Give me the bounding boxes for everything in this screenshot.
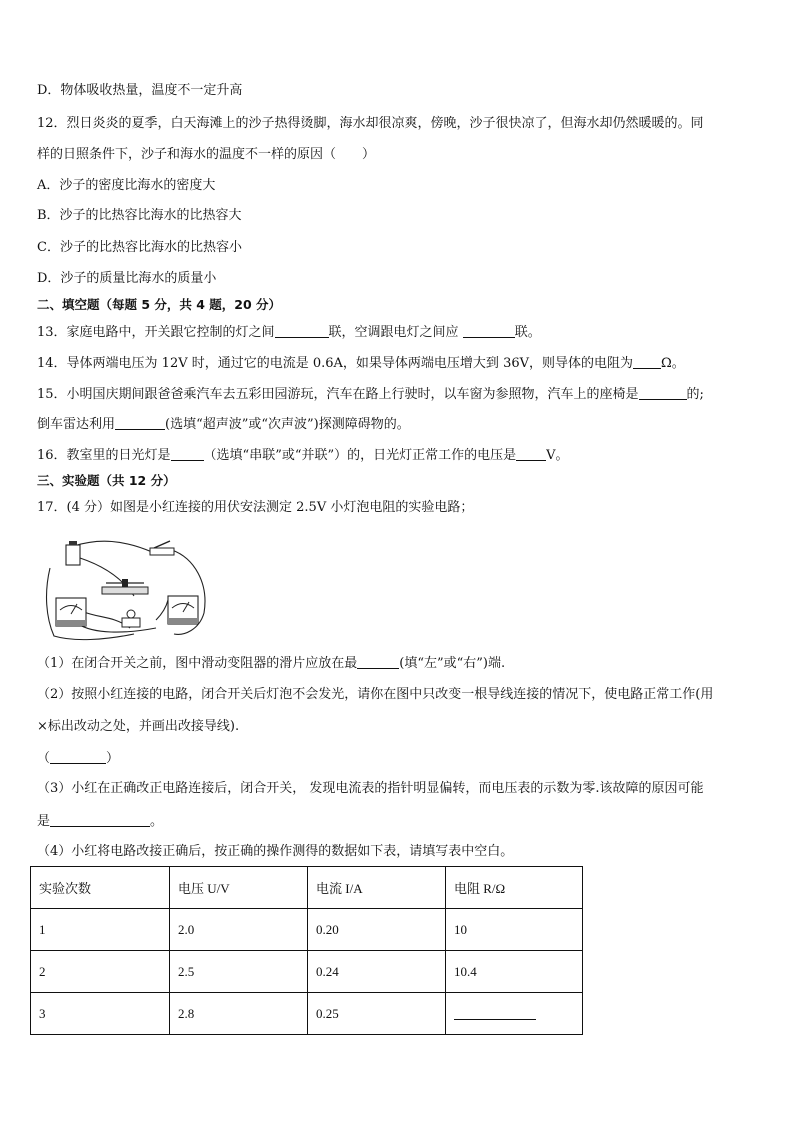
rheostat-icon: [102, 579, 148, 594]
table-header-row: [31, 867, 583, 909]
switch-icon: [150, 541, 174, 555]
circuit-diagram: [44, 538, 214, 643]
q15-line1: [37, 385, 704, 404]
table-cell: 10.4: [446, 951, 583, 993]
table-header-cell: 实验次数: [31, 867, 170, 909]
q16-blank-2[interactable]: [516, 446, 546, 461]
q17-part4: （4）小红将电路改接正确后，按正确的操作测得的数据如下表，请填写表中空白。: [37, 844, 514, 859]
q13-text-a: 13．家庭电路中，开关跟它控制的灯之间: [37, 325, 275, 340]
q14-text-a: 14．导体两端电压为 12V 时，通过它的电流是 0.6A，如果导体两端电压增大到 36V，则导体的电阻为: [37, 356, 633, 371]
table-cell: 10: [446, 909, 583, 951]
ammeter-icon: [56, 598, 86, 626]
table-cell: 0.25: [308, 993, 446, 1035]
voltmeter-icon: [168, 596, 198, 624]
q12-option-b: B．沙子的比热容比海水的比热容大: [37, 208, 242, 223]
q16-blank-1[interactable]: [171, 446, 204, 461]
q17-part2-close-paren: ）: [106, 751, 120, 766]
q12-option-c: C．沙子的比热容比海水的比热容小: [37, 240, 242, 255]
section2-heading: 二、填空题（每题 5 分，共 4 题，20 分）: [37, 297, 282, 312]
q15-blank-1[interactable]: [639, 385, 687, 400]
table-answer-blank[interactable]: [454, 1005, 536, 1020]
table-header-cell: 电压 U/V: [170, 867, 308, 909]
table-cell: 3: [31, 993, 170, 1035]
table-header-cell: 电流 I/A: [308, 867, 446, 909]
q17-part3-text-a: 是: [37, 814, 51, 829]
table-cell: 1: [31, 909, 170, 951]
q17-part3-line1: （3）小红在正确改正电路连接后，闭合开关， 发现电流表的指针明显偏转，而电压表的示数为零.该故障的原因可能: [37, 781, 704, 796]
q17-part1-blank[interactable]: [357, 654, 399, 669]
q17-part1: [37, 654, 505, 673]
data-table: [30, 866, 583, 1035]
q14-blank[interactable]: [633, 354, 661, 369]
table-cell: 2: [31, 951, 170, 993]
q16-text-a: 16．教室里的日光灯是: [37, 448, 171, 463]
q14-text-b: Ω。: [661, 356, 685, 371]
q17-part2-line2: ×标出改动之处，并画出改接导线).: [37, 719, 240, 734]
q16-text-b: （选填“串联”或“并联”）的，日光灯正常工作的电压是: [203, 448, 517, 463]
q12-option-a: A．沙子的密度比海水的密度大: [37, 178, 216, 193]
q15-text-d: (选填“超声波”或“次声波”)探测障碍物的。: [165, 417, 410, 432]
q15-text-c: 倒车雷达利用: [37, 417, 116, 432]
q17-part3-line2: [37, 812, 163, 831]
q13-blank-1[interactable]: [275, 323, 329, 338]
q13-blank-2[interactable]: [463, 323, 515, 338]
q15-blank-2[interactable]: [115, 415, 165, 430]
q15-text-b: 的;: [686, 387, 704, 402]
q17-part2-answer: [37, 749, 119, 768]
q14: [37, 354, 685, 373]
q13-text-b: 联，空调跟电灯之间应: [328, 325, 463, 340]
q15-text-a: 15．小明国庆期间跟爸爸乘汽车去五彩田园游玩，汽车在路上行驶时，以车窗为参照物，汽车上的座椅是: [37, 387, 639, 402]
q16: [37, 446, 569, 465]
q13: [37, 323, 541, 342]
table-cell: 0.24: [308, 951, 446, 993]
table-row: [31, 909, 583, 951]
q17-part2-open-paren: （: [37, 751, 51, 766]
q17-part1-text-b: (填“左”或“右”)端.: [399, 656, 506, 671]
table-cell: 2.0: [170, 909, 308, 951]
table-cell: 2.5: [170, 951, 308, 993]
table-row: [31, 993, 583, 1035]
bulb-icon: [122, 610, 140, 627]
q16-text-c: V。: [546, 448, 569, 463]
q17-part3-blank[interactable]: [50, 812, 150, 827]
q17-part2-line1: （2）按照小红连接的电路，闭合开关后灯泡不会发光，请你在图中只改变一根导线连接的情况下，使电路正常工作(用: [37, 687, 714, 702]
q17-intro: 17．(4 分）如图是小红连接的用伏安法测定 2.5V 小灯泡电阻的实验电路；: [37, 500, 474, 515]
table-row: [31, 951, 583, 993]
table-cell: 0.20: [308, 909, 446, 951]
q15-line2: [37, 415, 410, 434]
q13-text-c: 联。: [514, 325, 541, 340]
table-cell: 2.8: [170, 993, 308, 1035]
table-header-cell: 电阻 R/Ω: [446, 867, 583, 909]
battery-icon: [66, 541, 80, 565]
q12-stem-line1: 12．烈日炎炎的夏季，白天海滩上的沙子热得烫脚，海水却很凉爽，傍晚，沙子很快凉了，但海水却仍然暖暖的。同: [37, 116, 704, 131]
q17-part2-blank[interactable]: [50, 749, 106, 764]
table-cell-answer[interactable]: [446, 993, 583, 1035]
q17-part1-text-a: （1）在闭合开关之前，图中滑动变阻器的滑片应放在最: [37, 656, 358, 671]
q12-option-d: D．沙子的质量比海水的质量小: [37, 271, 217, 286]
q17-part3-text-b: 。: [150, 814, 164, 829]
q12-stem-line2: 样的日照条件下，沙子和海水的温度不一样的原因（ ）: [37, 147, 376, 162]
section3-heading: 三、实验题（共 12 分）: [37, 473, 176, 488]
q11-option-d: D．物体吸收热量，温度不一定升高: [37, 83, 243, 98]
